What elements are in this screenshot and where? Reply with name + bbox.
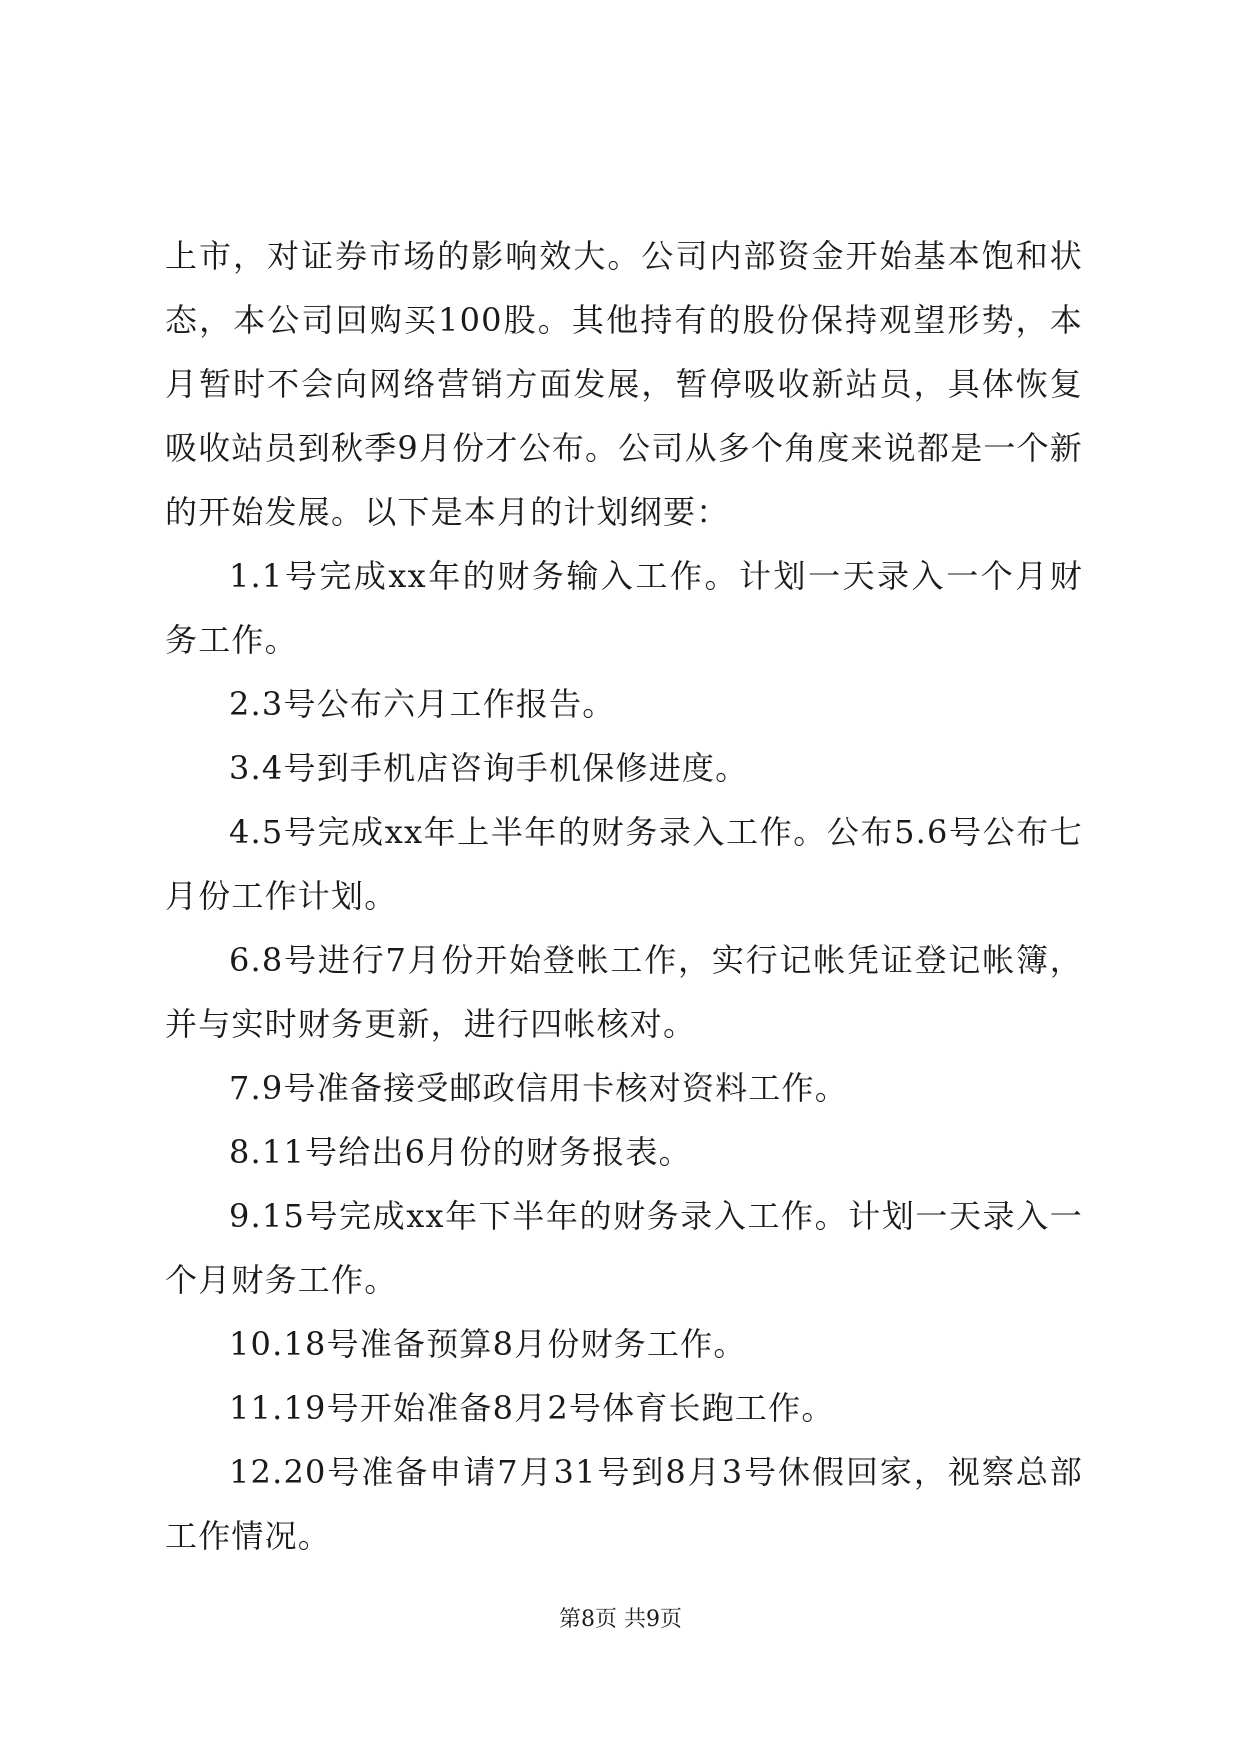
plan-item-2: 2.3号公布六月工作报告。 [229, 685, 616, 723]
plan-item-7: 7.9号准备接受邮政信用卡核对资料工作。 [229, 1069, 848, 1107]
plan-item-3: 3.4号到手机店咨询手机保修进度。 [229, 749, 749, 787]
plan-item-12: 12.20号准备申请7月31号到8月3号休假回家，视察总部工作情况。 [165, 1453, 1083, 1555]
page-number-footer: 第8页 共9页 [559, 1607, 682, 1632]
plan-item-10: 10.18号准备预算8月份财务工作。 [229, 1325, 747, 1363]
plan-item-8: 8.11号给出6月份的财务报表。 [229, 1133, 692, 1171]
document-body [165, 224, 1083, 1568]
plan-item-1: 1.1号完成xx年的财务输入工作。计划一天录入一个月财务工作。 [165, 557, 1083, 659]
plan-item-9: 9.15号完成xx年下半年的财务录入工作。计划一天录入一个月财务工作。 [165, 1197, 1083, 1299]
plan-item-11: 11.19号开始准备8月2号体育长跑工作。 [229, 1389, 835, 1427]
paragraph-intro: 上市，对证券市场的影响效大。公司内部资金开始基本饱和状态，本公司回购买100股。其他持有的股份保持观望形势，本月暂时不会向网络营销方面发展，暂停吸收新站员，具体恢复吸收站员到秋季9月份才公布。公司从多个角度来说都是一个新的开始发展。以下是本月的计划纲要： [165, 237, 1083, 531]
plan-item-4: 4.5号完成xx年上半年的财务录入工作。公布5.6号公布七月份工作计划。 [165, 813, 1083, 915]
plan-item-6: 6.8号进行7月份开始登帐工作，实行记帐凭证登记帐簿，并与实时财务更新，进行四帐核对。 [165, 941, 1083, 1043]
